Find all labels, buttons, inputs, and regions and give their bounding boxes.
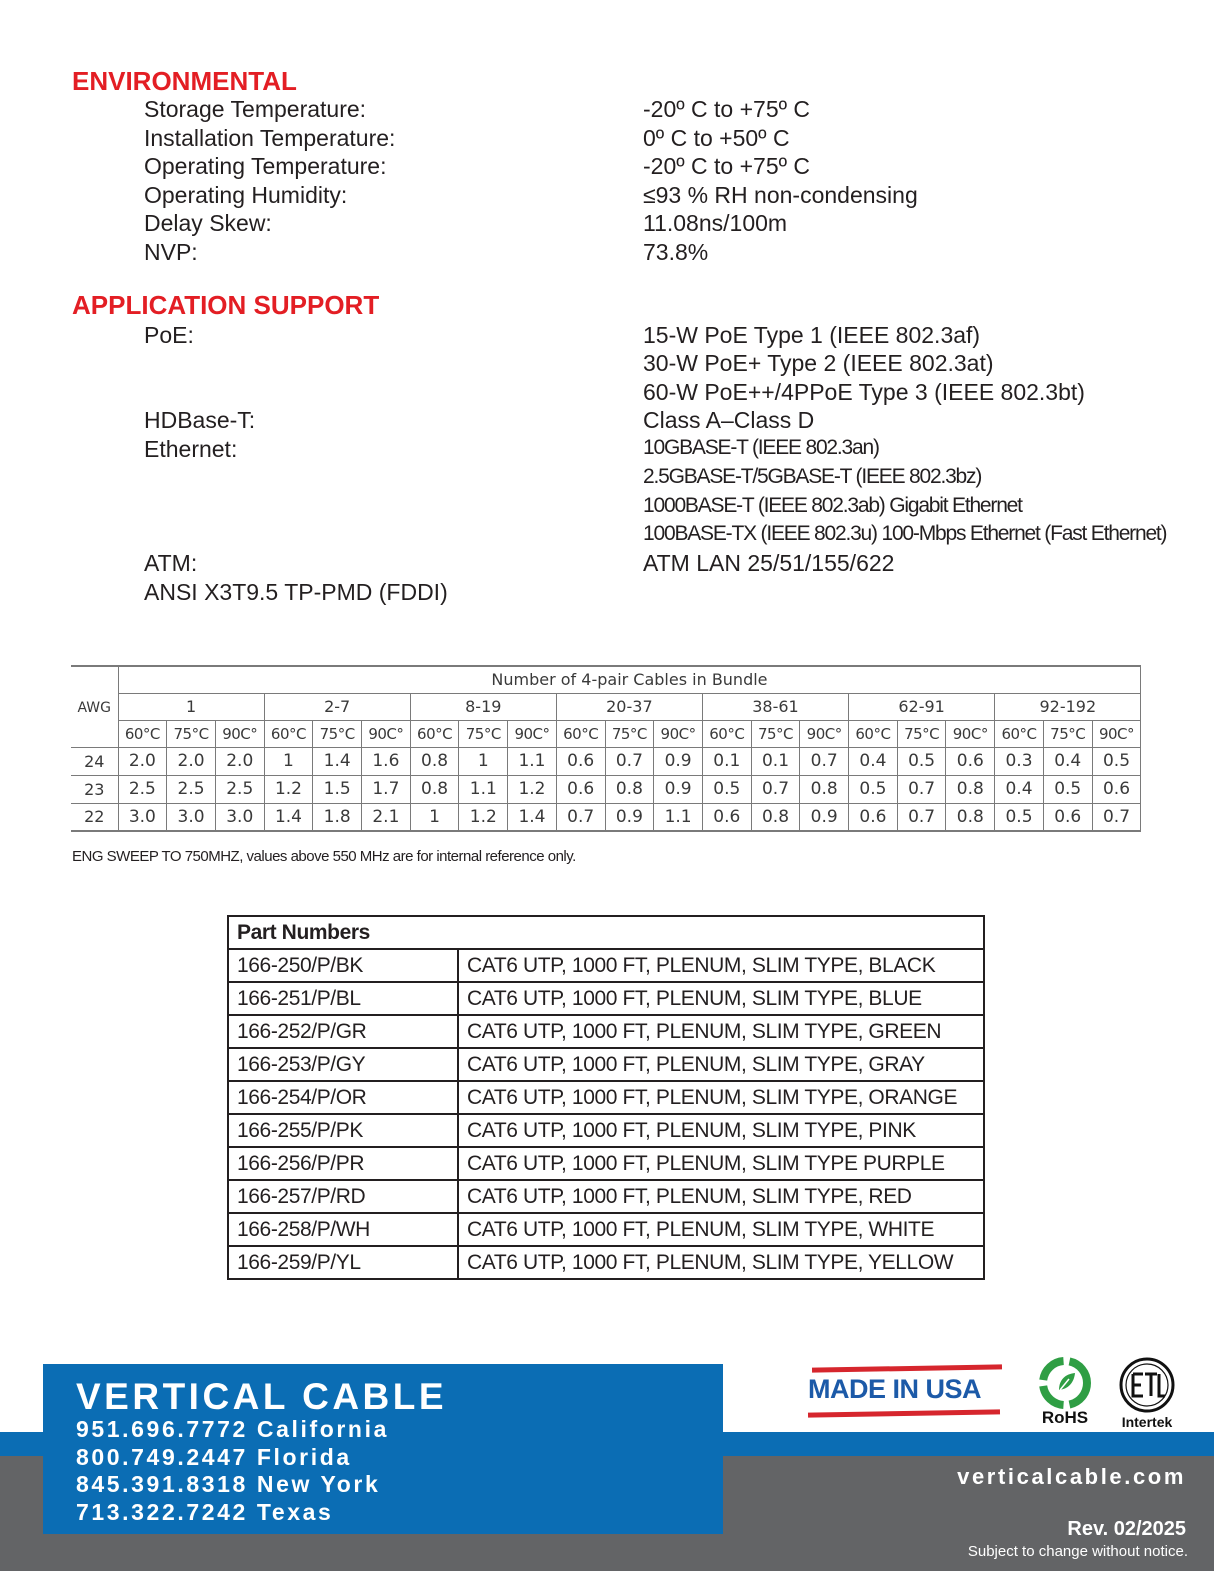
table-cell: 2.0 <box>215 747 264 775</box>
temp-header: 90C° <box>946 720 995 747</box>
table-cell: 0.6 <box>946 747 995 775</box>
temp-header: 60°C <box>995 720 1044 747</box>
phone-new-york: 845.391.8318 New York <box>76 1471 381 1497</box>
table-row <box>228 1048 984 1081</box>
bundle-group-row <box>71 693 1141 720</box>
temp-header: 90C° <box>654 720 703 747</box>
part-description-cell: CAT6 UTP, 1000 FT, PLENUM, SLIM TYPE, YELLOW <box>458 1246 984 1279</box>
temp-header: 60°C <box>849 720 898 747</box>
table-cell: 1.4 <box>264 803 313 831</box>
application-support-title: APPLICATION SUPPORT <box>72 290 380 320</box>
table-cell: 0.4 <box>995 775 1044 803</box>
poe-value-1: 15-W PoE Type 1 (IEEE 802.3af) <box>643 322 981 348</box>
table-cell: 1.2 <box>264 775 313 803</box>
table-row <box>228 1246 984 1279</box>
company-contact-box <box>43 1364 723 1534</box>
ethernet-row-4 <box>0 522 1214 550</box>
spec-value: ≤93 % RH non-condensing <box>643 182 918 208</box>
website-link[interactable]: verticalcable.com <box>957 1464 1186 1489</box>
table-cell: 1.7 <box>362 775 411 803</box>
part-description-cell: CAT6 UTP, 1000 FT, PLENUM, SLIM TYPE, WHITE <box>458 1213 984 1246</box>
intertek-label: Intertek <box>1121 1414 1173 1430</box>
temp-header: 90C° <box>1092 720 1141 747</box>
ethernet-row-3 <box>0 494 1214 522</box>
rohs-label: RoHS <box>1041 1408 1089 1427</box>
bundle-title: Number of 4-pair Cables in Bundle <box>118 666 1141 693</box>
made-in-usa-top-stripe <box>812 1364 1002 1372</box>
table-cell: 0.6 <box>556 775 605 803</box>
table-cell: 0.7 <box>1092 803 1141 831</box>
table-cell: 0.9 <box>605 803 654 831</box>
spec-value: 11.08ns/100m <box>643 210 788 236</box>
part-number-cell: 166-259/P/YL <box>228 1246 458 1279</box>
table-cell: 1.4 <box>313 747 362 775</box>
table-row <box>228 1114 984 1147</box>
environmental-row <box>0 210 1214 238</box>
fddi-row <box>0 579 1214 607</box>
table-cell: 3.0 <box>118 803 167 831</box>
environmental-row <box>0 239 1214 267</box>
atm-label: ATM: <box>144 550 198 576</box>
table-cell: 1.2 <box>459 803 508 831</box>
part-numbers-table <box>227 915 985 1280</box>
part-description-cell: CAT6 UTP, 1000 FT, PLENUM, SLIM TYPE, PINK <box>458 1114 984 1147</box>
table-cell: 0.7 <box>800 747 849 775</box>
table-cell: 1.1 <box>654 803 703 831</box>
table-cell: 0.8 <box>800 775 849 803</box>
awg-header: AWG <box>71 666 118 747</box>
spec-label: Storage Temperature: <box>144 96 367 122</box>
spec-value: -20º C to +75º C <box>643 153 811 179</box>
temp-header: 60°C <box>702 720 751 747</box>
poe-value-2: 30-W PoE+ Type 2 (IEEE 802.3at) <box>643 350 994 376</box>
spec-label: Operating Humidity: <box>144 182 348 208</box>
awg-cell: 24 <box>71 747 118 775</box>
part-numbers-header-row <box>228 916 984 949</box>
part-description-cell: CAT6 UTP, 1000 FT, PLENUM, SLIM TYPE, RED <box>458 1180 984 1213</box>
part-description-cell: CAT6 UTP, 1000 FT, PLENUM, SLIM TYPE, BLACK <box>458 949 984 982</box>
table-cell: 0.8 <box>946 803 995 831</box>
environmental-row <box>0 182 1214 210</box>
ethernet-value-4: 100BASE-TX (IEEE 802.3u) 100-Mbps Ethernet (Fast Ethernet) <box>643 522 1167 545</box>
table-row <box>228 982 984 1015</box>
temp-header: 90C° <box>508 720 557 747</box>
bundle-group-header: 92-192 <box>995 693 1141 720</box>
table-cell: 3.0 <box>167 803 216 831</box>
table-cell: 0.3 <box>995 747 1044 775</box>
table-cell: 0.9 <box>654 747 703 775</box>
table-cell: 0.8 <box>946 775 995 803</box>
part-description-cell: CAT6 UTP, 1000 FT, PLENUM, SLIM TYPE, ORANGE <box>458 1081 984 1114</box>
ethernet-value-3: 1000BASE-T (IEEE 802.3ab) Gigabit Ethernet <box>643 494 1022 517</box>
poe-label: PoE: <box>144 322 194 348</box>
hdbase-row <box>0 407 1214 435</box>
table-cell: 1 <box>410 803 459 831</box>
bundle-group-header: 2-7 <box>264 693 410 720</box>
table-cell: 1.4 <box>508 803 557 831</box>
environmental-row <box>0 125 1214 153</box>
part-number-cell: 166-250/P/BK <box>228 949 458 982</box>
temp-header: 75°C <box>1043 720 1092 747</box>
table-cell: 0.4 <box>849 747 898 775</box>
phone-texas: 713.322.7242 Texas <box>76 1499 334 1525</box>
table-row <box>71 747 1141 775</box>
table-cell: 0.1 <box>751 747 800 775</box>
table-cell: 0.8 <box>410 747 459 775</box>
temp-header: 75°C <box>313 720 362 747</box>
bundle-group-header: 38-61 <box>702 693 848 720</box>
table-cell: 2.5 <box>118 775 167 803</box>
spec-value: 73.8% <box>643 239 709 265</box>
temp-header: 75°C <box>459 720 508 747</box>
table-row <box>71 803 1141 831</box>
made-in-usa-logo <box>806 1366 1000 1418</box>
fddi-label: ANSI X3T9.5 TP-PMD (FDDI) <box>144 579 448 605</box>
table-cell: 1.5 <box>313 775 362 803</box>
table-cell: 0.8 <box>751 803 800 831</box>
table-cell: 1 <box>459 747 508 775</box>
table-cell: 0.4 <box>1043 747 1092 775</box>
temp-header: 90C° <box>215 720 264 747</box>
table-cell: 0.5 <box>1043 775 1092 803</box>
table-cell: 0.8 <box>605 775 654 803</box>
table-cell: 0.9 <box>800 803 849 831</box>
table-row <box>228 1180 984 1213</box>
part-number-cell: 166-255/P/PK <box>228 1114 458 1147</box>
table-row <box>228 1081 984 1114</box>
table-cell: 1.1 <box>459 775 508 803</box>
table-cell: 0.6 <box>849 803 898 831</box>
spec-label: Delay Skew: <box>144 210 272 236</box>
table-cell: 0.5 <box>995 803 1044 831</box>
table-cell: 1.8 <box>313 803 362 831</box>
bundle-temp-row <box>71 720 1141 747</box>
table-cell: 1 <box>264 747 313 775</box>
spec-value: 0º C to +50º C <box>643 125 790 151</box>
temp-header: 75°C <box>751 720 800 747</box>
table-cell: 0.5 <box>897 747 946 775</box>
table-row <box>228 1147 984 1180</box>
bundle-group-header: 20-37 <box>556 693 702 720</box>
bundle-derating-table <box>71 665 1141 832</box>
environmental-title: ENVIRONMENTAL <box>72 66 297 96</box>
awg-cell: 22 <box>71 803 118 831</box>
part-description-cell: CAT6 UTP, 1000 FT, PLENUM, SLIM TYPE, GREEN <box>458 1015 984 1048</box>
temp-header: 75°C <box>167 720 216 747</box>
temp-header: 90C° <box>800 720 849 747</box>
table-row <box>71 775 1141 803</box>
made-in-usa-text: MADE IN USA <box>808 1374 982 1404</box>
revision-date: Rev. 02/2025 <box>1067 1518 1186 1540</box>
table-cell: 1.1 <box>508 747 557 775</box>
part-number-cell: 166-257/P/RD <box>228 1180 458 1213</box>
disclaimer: Subject to change without notice. <box>967 1543 1188 1560</box>
sweep-note: ENG SWEEP TO 750MHZ, values above 550 MHz are for internal reference only. <box>72 848 576 865</box>
rohs-recycle-icon <box>1033 1356 1097 1410</box>
part-number-cell: 166-253/P/GY <box>228 1048 458 1081</box>
spec-value: -20º C to +75º C <box>643 96 811 122</box>
table-cell: 2.5 <box>215 775 264 803</box>
temp-header: 90C° <box>362 720 411 747</box>
phone-california: 951.696.7772 California <box>76 1416 389 1442</box>
part-number-cell: 166-251/P/BL <box>228 982 458 1015</box>
table-cell: 0.9 <box>654 775 703 803</box>
table-cell: 1.6 <box>362 747 411 775</box>
table-cell: 1.2 <box>508 775 557 803</box>
table-row <box>228 1213 984 1246</box>
hdbase-value: Class A–Class D <box>643 407 815 433</box>
table-row <box>228 1015 984 1048</box>
table-cell: 0.7 <box>751 775 800 803</box>
part-description-cell: CAT6 UTP, 1000 FT, PLENUM, SLIM TYPE, BLUE <box>458 982 984 1015</box>
rohs-logo <box>1033 1356 1097 1430</box>
atm-row <box>0 550 1214 578</box>
ethernet-row-2 <box>0 465 1214 493</box>
atm-value: ATM LAN 25/51/155/622 <box>643 550 895 576</box>
temp-header: 75°C <box>605 720 654 747</box>
poe-row-2 <box>0 350 1214 378</box>
part-number-cell: 166-258/P/WH <box>228 1213 458 1246</box>
ethernet-value-2: 2.5GBASE-T/5GBASE-T (IEEE 802.3bz) <box>643 465 982 488</box>
awg-cell: 23 <box>71 775 118 803</box>
table-cell: 2.1 <box>362 803 411 831</box>
environmental-row <box>0 153 1214 181</box>
temp-header: 60°C <box>264 720 313 747</box>
table-cell: 2.0 <box>118 747 167 775</box>
bundle-group-header: 62-91 <box>849 693 995 720</box>
table-cell: 0.7 <box>897 775 946 803</box>
table-cell: 0.1 <box>702 747 751 775</box>
ethernet-label: Ethernet: <box>144 436 238 462</box>
ethernet-row <box>0 436 1214 464</box>
table-cell: 0.6 <box>702 803 751 831</box>
part-number-cell: 166-254/P/OR <box>228 1081 458 1114</box>
part-description-cell: CAT6 UTP, 1000 FT, PLENUM, SLIM TYPE PURPLE <box>458 1147 984 1180</box>
temp-header: 75°C <box>897 720 946 747</box>
part-numbers-title: Part Numbers <box>228 916 984 949</box>
temp-header: 60°C <box>556 720 605 747</box>
spec-label: Operating Temperature: <box>144 153 387 179</box>
bundle-group-header: 1 <box>118 693 264 720</box>
table-cell: 0.5 <box>1092 747 1141 775</box>
part-number-cell: 166-252/P/GR <box>228 1015 458 1048</box>
table-row <box>228 949 984 982</box>
spec-label: NVP: <box>144 239 198 265</box>
ethernet-value-1: 10GBASE-T (IEEE 802.3an) <box>643 436 879 459</box>
table-cell: 0.6 <box>1043 803 1092 831</box>
table-cell: 0.7 <box>556 803 605 831</box>
part-number-cell: 166-256/P/PR <box>228 1147 458 1180</box>
poe-row-3 <box>0 379 1214 407</box>
table-cell: 0.7 <box>897 803 946 831</box>
poe-value-3: 60-W PoE++/4PPoE Type 3 (IEEE 802.3bt) <box>643 379 1085 405</box>
poe-row <box>0 322 1214 350</box>
bundle-group-header: 8-19 <box>410 693 556 720</box>
temp-header: 60°C <box>118 720 167 747</box>
temp-header: 60°C <box>410 720 459 747</box>
table-cell: 2.5 <box>167 775 216 803</box>
phone-florida: 800.749.2447 Florida <box>76 1444 352 1470</box>
table-cell: 0.7 <box>605 747 654 775</box>
spec-label: Installation Temperature: <box>144 125 396 151</box>
etl-mark-icon <box>1113 1356 1181 1414</box>
table-cell: 0.5 <box>702 775 751 803</box>
environmental-row <box>0 96 1214 124</box>
intertek-etl-logo <box>1113 1356 1181 1432</box>
table-cell: 2.0 <box>167 747 216 775</box>
made-in-usa-bottom-stripe <box>808 1409 1000 1417</box>
table-cell: 0.5 <box>849 775 898 803</box>
bundle-header-row <box>71 666 1141 693</box>
table-cell: 0.6 <box>1092 775 1141 803</box>
company-name: VERTICAL CABLE <box>76 1376 448 1417</box>
hdbase-label: HDBase-T: <box>144 407 256 433</box>
table-cell: 3.0 <box>215 803 264 831</box>
table-cell: 0.6 <box>556 747 605 775</box>
part-description-cell: CAT6 UTP, 1000 FT, PLENUM, SLIM TYPE, GRAY <box>458 1048 984 1081</box>
table-cell: 0.8 <box>410 775 459 803</box>
